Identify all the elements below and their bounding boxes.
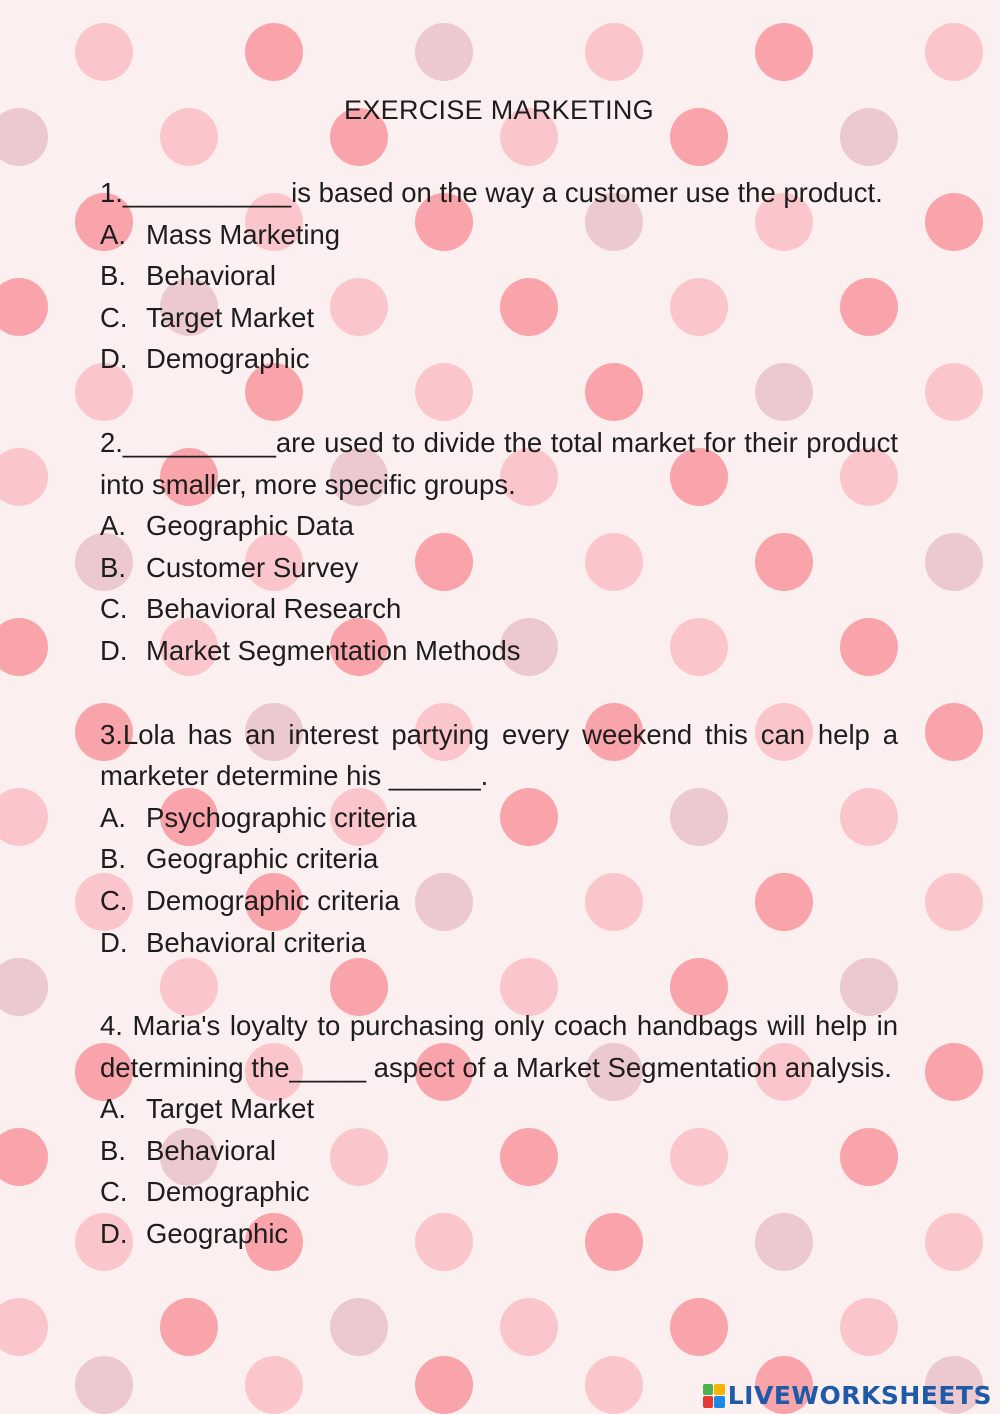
option-letter: B. xyxy=(100,551,126,583)
option-letter: D. xyxy=(100,343,128,375)
option-a[interactable] xyxy=(100,505,898,547)
polka-dot xyxy=(670,1298,728,1356)
polka-dot xyxy=(585,23,643,81)
polka-dot xyxy=(925,23,983,81)
polka-dot xyxy=(0,108,48,166)
option-letter: C. xyxy=(100,301,128,333)
option-letter: B. xyxy=(100,1134,126,1166)
liveworksheets-logo[interactable] xyxy=(703,1381,992,1410)
polka-dot xyxy=(0,1298,48,1356)
question-text: 2.__________are used to divide the total market for their product into smaller, more specific groups. xyxy=(100,426,898,500)
option-text: Geographic xyxy=(146,1218,289,1250)
option-text: Behavioral Research xyxy=(146,593,402,625)
polka-dot xyxy=(75,1356,133,1414)
question-2 xyxy=(100,422,898,672)
option-text: Demographic criteria xyxy=(146,884,400,916)
polka-dot xyxy=(840,1298,898,1356)
option-d[interactable] xyxy=(100,338,898,380)
polka-dot xyxy=(0,278,48,336)
option-text: Demographic xyxy=(146,343,310,375)
polka-dot xyxy=(415,23,473,81)
polka-dot xyxy=(925,363,983,421)
option-text: Geographic criteria xyxy=(146,843,379,875)
polka-dot xyxy=(0,958,48,1016)
option-a[interactable] xyxy=(100,797,898,839)
page-title: EXERCISE MARKETING xyxy=(344,95,654,125)
liveworksheets-logo-icon xyxy=(703,1384,725,1408)
question-1 xyxy=(100,172,898,380)
polka-dot xyxy=(0,618,48,676)
polka-dot xyxy=(0,788,48,846)
option-letter: A. xyxy=(100,801,126,833)
option-letter: D. xyxy=(100,1218,128,1250)
option-b[interactable] xyxy=(100,255,898,297)
question-text: 3.Lola has an interest partying every weekend this can help a marketer determine his ______. xyxy=(100,718,898,792)
question-3 xyxy=(100,714,898,964)
option-c[interactable] xyxy=(100,588,898,630)
polka-dot xyxy=(500,1298,558,1356)
polka-dot xyxy=(925,703,983,761)
option-text: Target Market xyxy=(146,301,315,333)
polka-dot xyxy=(585,1356,643,1414)
polka-dot xyxy=(925,1043,983,1101)
option-text: Behavioral xyxy=(146,1134,276,1166)
option-text: Market Segmentation Methods xyxy=(146,634,521,666)
polka-dot xyxy=(160,1298,218,1356)
question-text: 1.___________is based on the way a customer use the product. xyxy=(100,177,883,208)
option-letter: D. xyxy=(100,634,128,666)
option-letter: A. xyxy=(100,510,126,542)
option-c[interactable] xyxy=(100,880,898,922)
option-letter: A. xyxy=(100,1093,126,1125)
option-c[interactable] xyxy=(100,1171,898,1213)
question-4 xyxy=(100,1005,898,1255)
option-d[interactable] xyxy=(100,1213,898,1255)
polka-dot xyxy=(415,1356,473,1414)
polka-dot xyxy=(0,1128,48,1186)
option-a[interactable] xyxy=(100,214,898,256)
option-d[interactable] xyxy=(100,922,898,964)
option-letter: A. xyxy=(100,218,126,250)
option-text: Behavioral xyxy=(146,260,276,292)
polka-dot xyxy=(925,1213,983,1271)
polka-dot xyxy=(75,23,133,81)
polka-dot xyxy=(925,873,983,931)
polka-dot xyxy=(0,448,48,506)
polka-dot xyxy=(925,193,983,251)
logo-text: LIVEWORKSHEETS xyxy=(727,1381,992,1410)
option-b[interactable] xyxy=(100,1130,898,1172)
option-letter: B. xyxy=(100,260,126,292)
polka-dot xyxy=(755,23,813,81)
polka-dot xyxy=(245,1356,303,1414)
option-text: Behavioral criteria xyxy=(146,926,367,958)
polka-dot xyxy=(245,23,303,81)
worksheet xyxy=(100,88,898,1297)
polka-dot xyxy=(925,533,983,591)
option-letter: C. xyxy=(100,593,128,625)
option-d[interactable] xyxy=(100,630,898,672)
option-text: Customer Survey xyxy=(146,551,359,583)
option-letter: B. xyxy=(100,843,126,875)
option-letter: D. xyxy=(100,926,128,958)
option-text: Psychographic criteria xyxy=(146,801,417,833)
polka-dot xyxy=(330,1298,388,1356)
option-c[interactable] xyxy=(100,297,898,339)
option-text: Demographic xyxy=(146,1176,310,1208)
option-b[interactable] xyxy=(100,547,898,589)
option-text: Geographic Data xyxy=(146,510,354,542)
option-b[interactable] xyxy=(100,838,898,880)
option-text: Target Market xyxy=(146,1093,315,1125)
option-letter: C. xyxy=(100,884,128,916)
option-letter: C. xyxy=(100,1176,128,1208)
option-a[interactable] xyxy=(100,1088,898,1130)
question-text: 4. Maria's loyalty to purchasing only coach handbags will help in determining the_____ aspect of a Market Segmentation analysis. xyxy=(100,1010,898,1083)
option-text: Mass Marketing xyxy=(146,218,341,250)
